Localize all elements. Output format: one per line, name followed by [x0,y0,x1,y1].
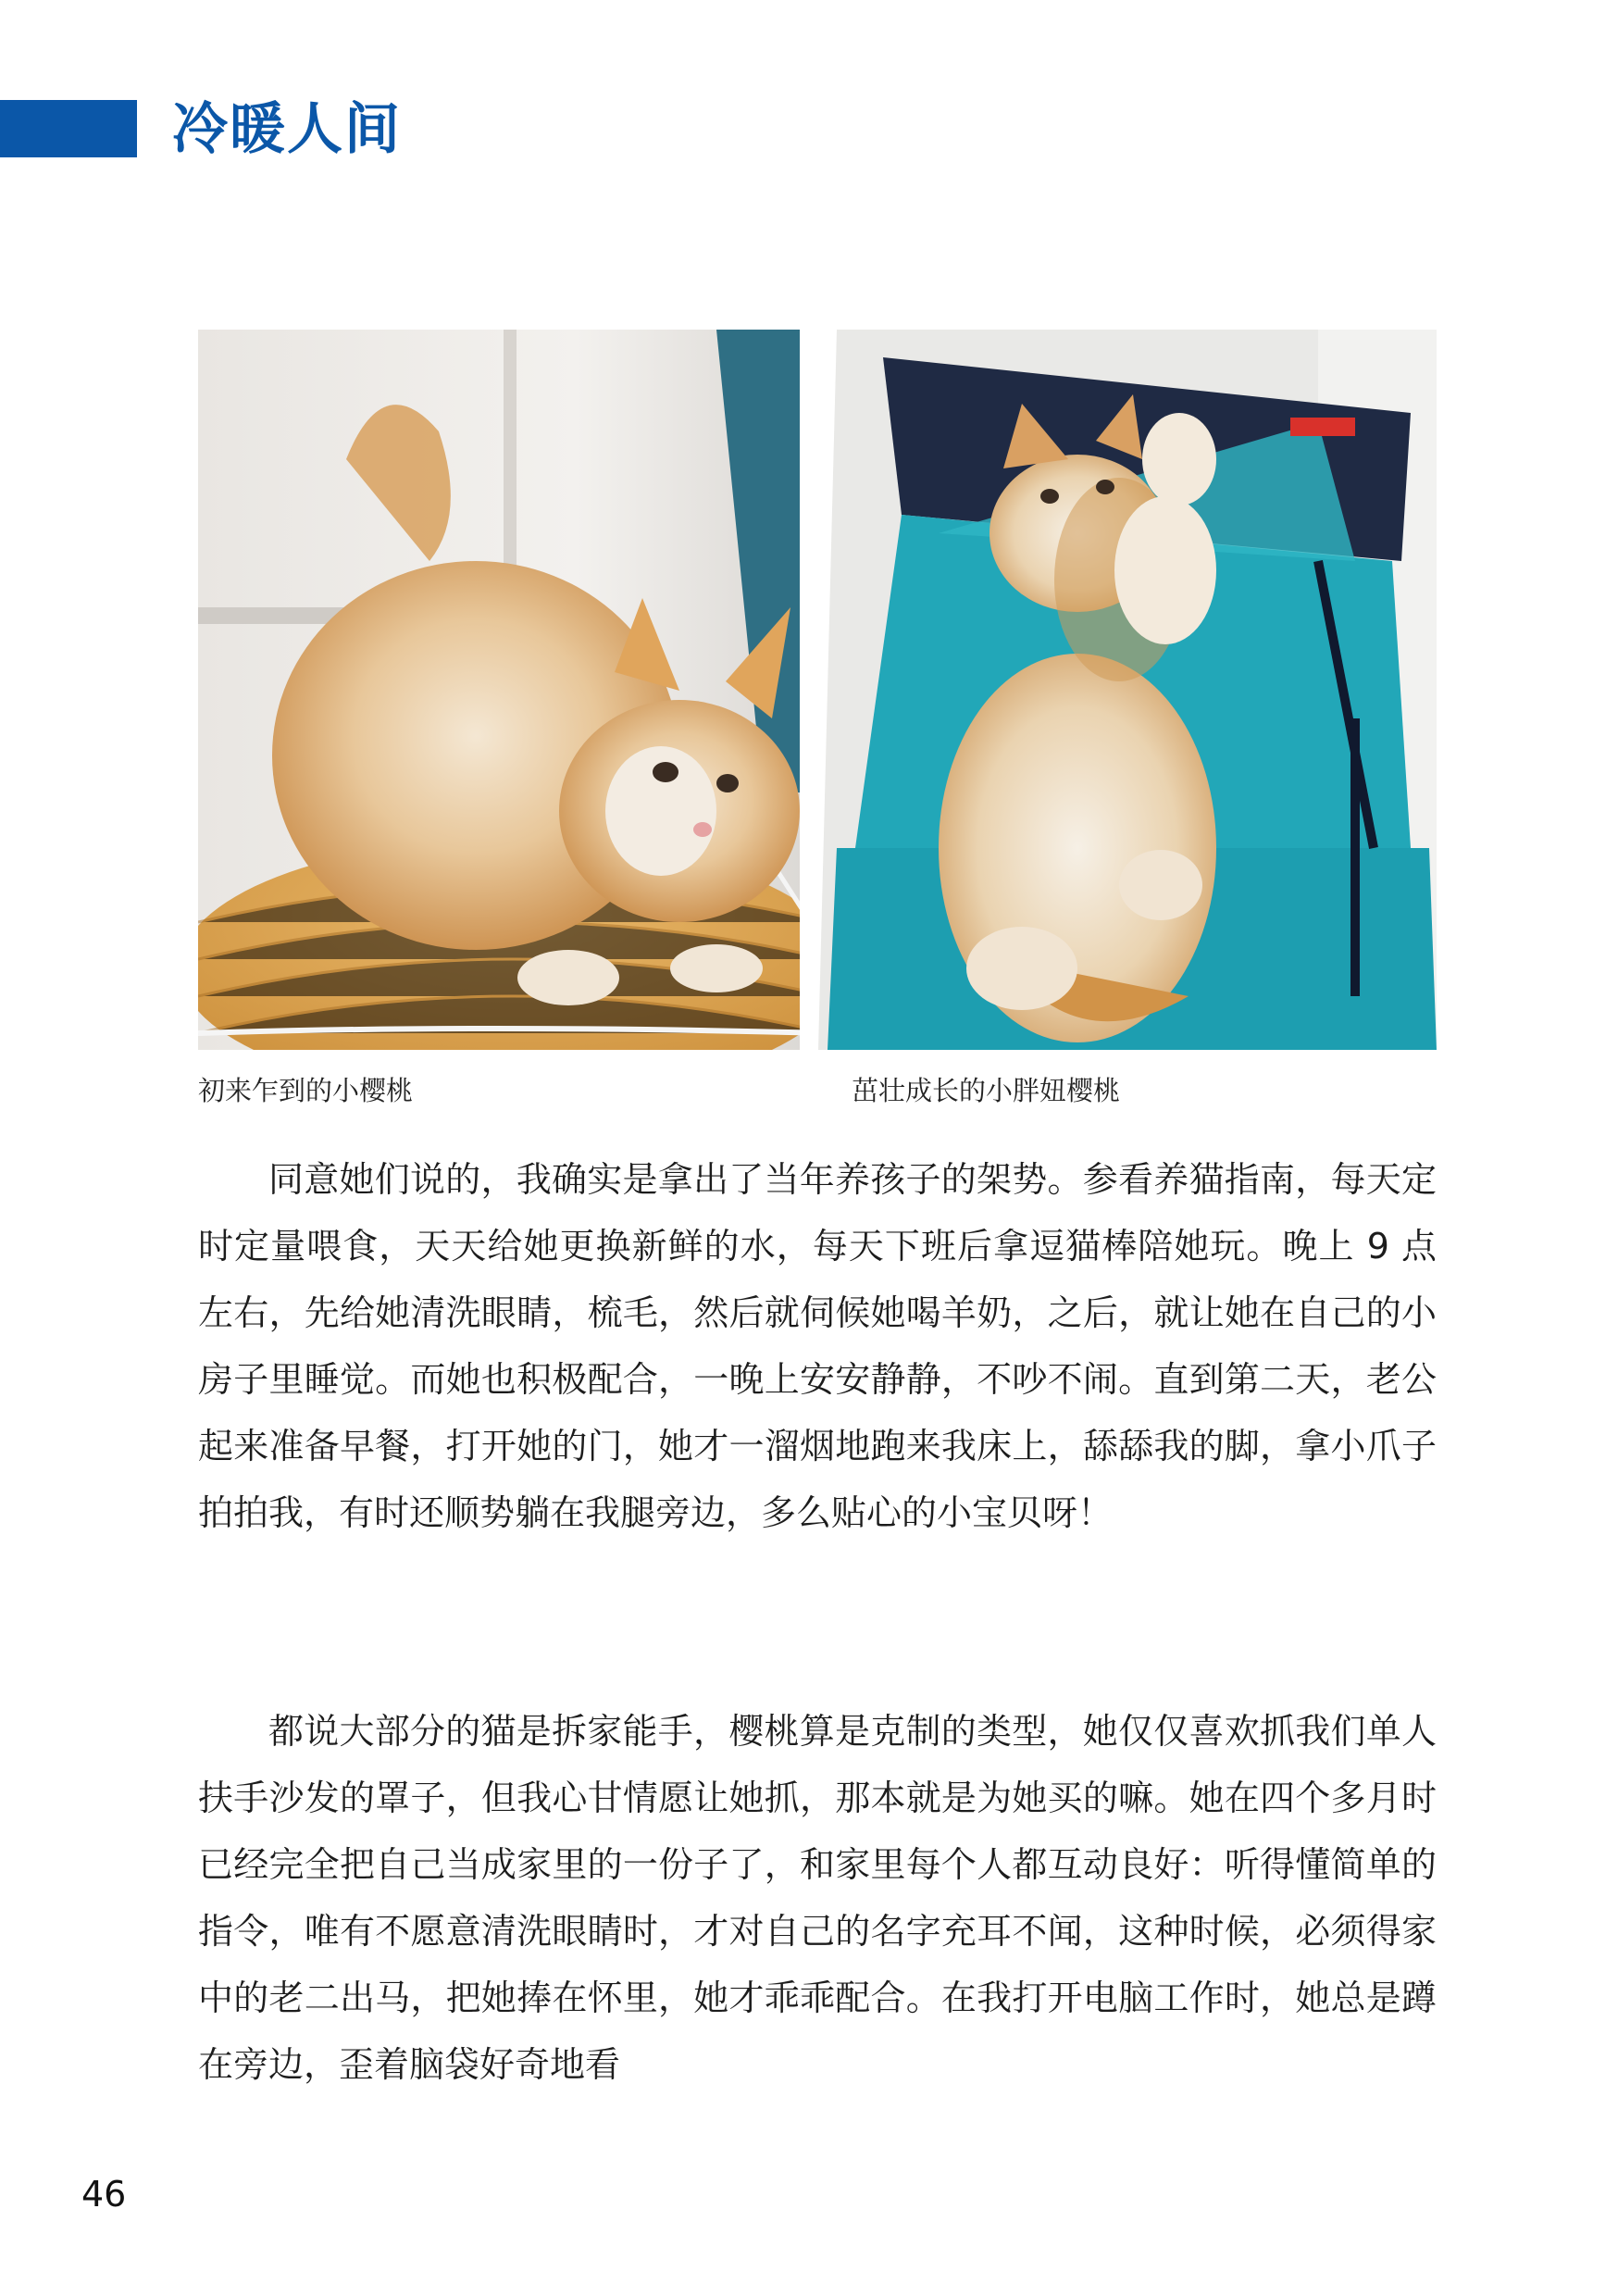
body-paragraph: 同意她们说的，我确实是拿出了当年养孩子的架势。参看养猫指南，每天定时定量喂食，天天给她更换新鲜的水，每天下班后拿逗猫棒陪她玩。晚上 9 点左右，先给她清洗眼睛，梳毛，然后就伺候她喝羊奶，之后，就让她在自己的小房子里睡觉。而她也积极配合，一晚上安安静静，不吵不闹。直到第二天，老公起来准备早餐，打开她的门，她才一溜烟地跑来我床上，舔舔我的脚，拿小爪子拍拍我，有时还顺势躺在我腿旁边，多么贴心的小宝贝呀！ [198,1159,1437,1533]
body-paragraph: 都说大部分的猫是拆家能手，樱桃算是克制的类型，她仅仅喜欢抓我们单人扶手沙发的罩子，但我心甘情愿让她抓，那本就是为她买的嘛。她在四个多月时已经完全把自己当成家里的一份子了，和家里每个人都互动良好：听得懂简单的指令，唯有不愿意清洗眼睛时，才对自己的名字充耳不闻，这种时候，必须得家中的老二出马，把她捧在怀里，她才乖乖配合。在我打开电脑工作时，她总是蹲在旁边，歪着脑袋好奇地看 [198,1711,1437,2085]
photo-kitten-growing [800,330,1437,1050]
page-number: 46 [81,2174,127,2215]
photo-kitten-arrival [198,330,828,1050]
section-accent-bar [0,100,137,157]
photo-caption: 初来乍到的小樱桃 [198,1075,414,1106]
photo-caption: 茁壮成长的小胖妞樱桃 [852,1075,1121,1106]
section-title: 冷暖人间 [172,97,402,162]
